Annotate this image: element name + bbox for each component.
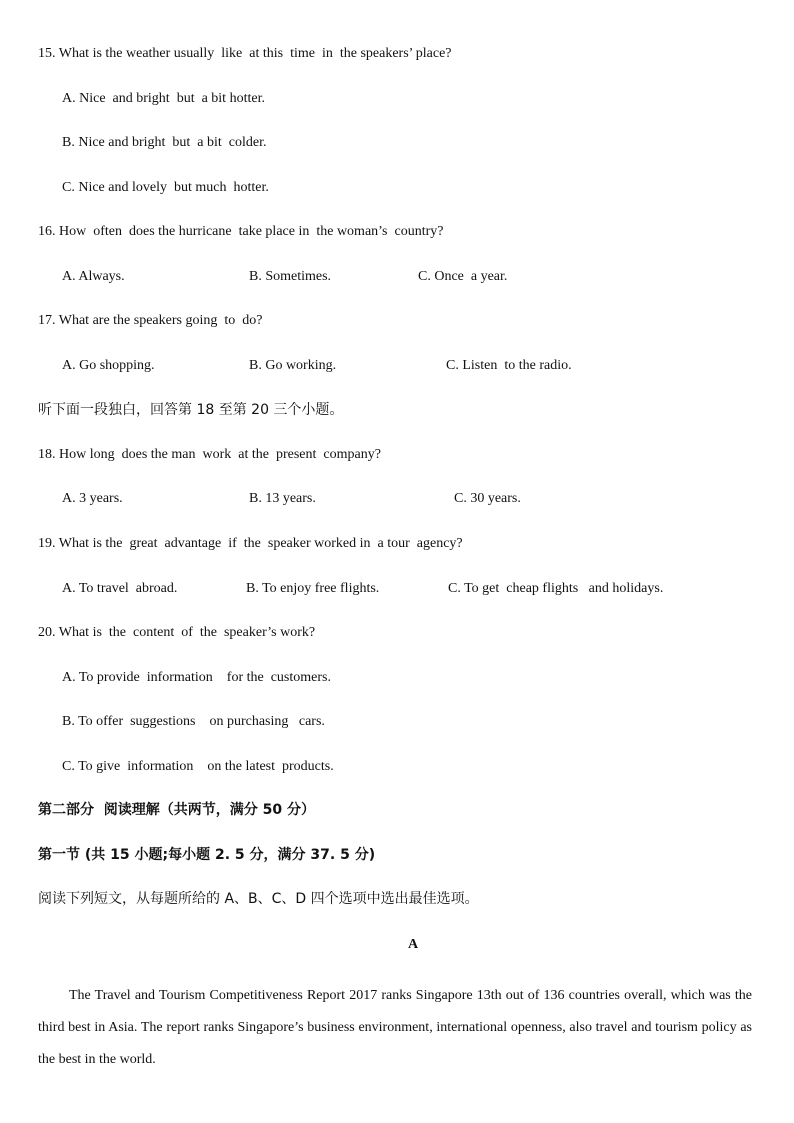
question-18-option-a: A. 3 years. [62, 491, 123, 506]
question-15-stem: 15. What is the weather usually like at this time in the speakers’ place? [38, 46, 452, 61]
question-19-stem: 19. What is the great advantage if the speaker worked in a tour agency? [38, 536, 463, 551]
listening-instruction: 听下面一段独白，回答第 18 至第 20 三个小题。 [38, 402, 344, 418]
question-16-option-b: B. Sometimes. [249, 269, 332, 284]
question-20-option-a: A. To provide information for the customers. [62, 670, 331, 685]
part-2-heading: 第二部分 阅读理解（共两节，满分 50 分） [38, 802, 315, 818]
question-18-option-c: C. 30 years. [454, 491, 521, 506]
question-18-stem: 18. How long does the man work at the present company? [38, 447, 381, 462]
question-17-stem: 17. What are the speakers going to do? [38, 313, 263, 328]
question-20-option-b: B. To offer suggestions on purchasing cars. [62, 714, 325, 729]
question-17-option-a: A. Go shopping. [62, 358, 155, 373]
question-18-option-b: B. 13 years. [249, 491, 316, 506]
question-19-option-a: A. To travel abroad. [62, 581, 178, 596]
passage-paragraph [38, 980, 752, 1076]
question-20-stem: 20. What is the content of the speaker’s work? [38, 625, 316, 640]
question-17-option-b: B. Go working. [249, 358, 337, 373]
section-1-heading: 第一节 (共 15 小题;每小题 2. 5 分，满分 37. 5 分) [38, 847, 376, 863]
reading-instruction: 阅读下列短文，从每题所给的 A、B、C、D 四个选项中选出最佳选项。 [38, 891, 479, 907]
question-19-option-b: B. To enjoy free flights. [246, 581, 380, 596]
question-15-option-b: B. Nice and bright but a bit colder. [62, 135, 267, 150]
passage-label: A [407, 937, 419, 952]
question-17-option-c: C. Listen to the radio. [446, 358, 572, 373]
passage-text: The Travel and Tourism Competitiveness Report 2017 ranks Singapore 13th out of 136 countries overall, which was the third best in Asia. The report ranks Singapore’s business environment, international openness, also travel and tourism policy as the best in the world. [38, 988, 752, 1067]
question-16-stem: 16. How often does the hurricane take place in the woman’s country? [38, 224, 444, 239]
question-16-option-a: A. Always. [62, 269, 125, 284]
question-20-option-c: C. To give information on the latest products. [62, 759, 334, 774]
question-15-option-a: A. Nice and bright but a bit hotter. [62, 91, 265, 106]
question-19-option-c: C. To get cheap flights and holidays. [448, 581, 664, 596]
question-16-option-c: C. Once a year. [418, 269, 508, 284]
question-15-option-c: C. Nice and lovely but much hotter. [62, 180, 269, 195]
